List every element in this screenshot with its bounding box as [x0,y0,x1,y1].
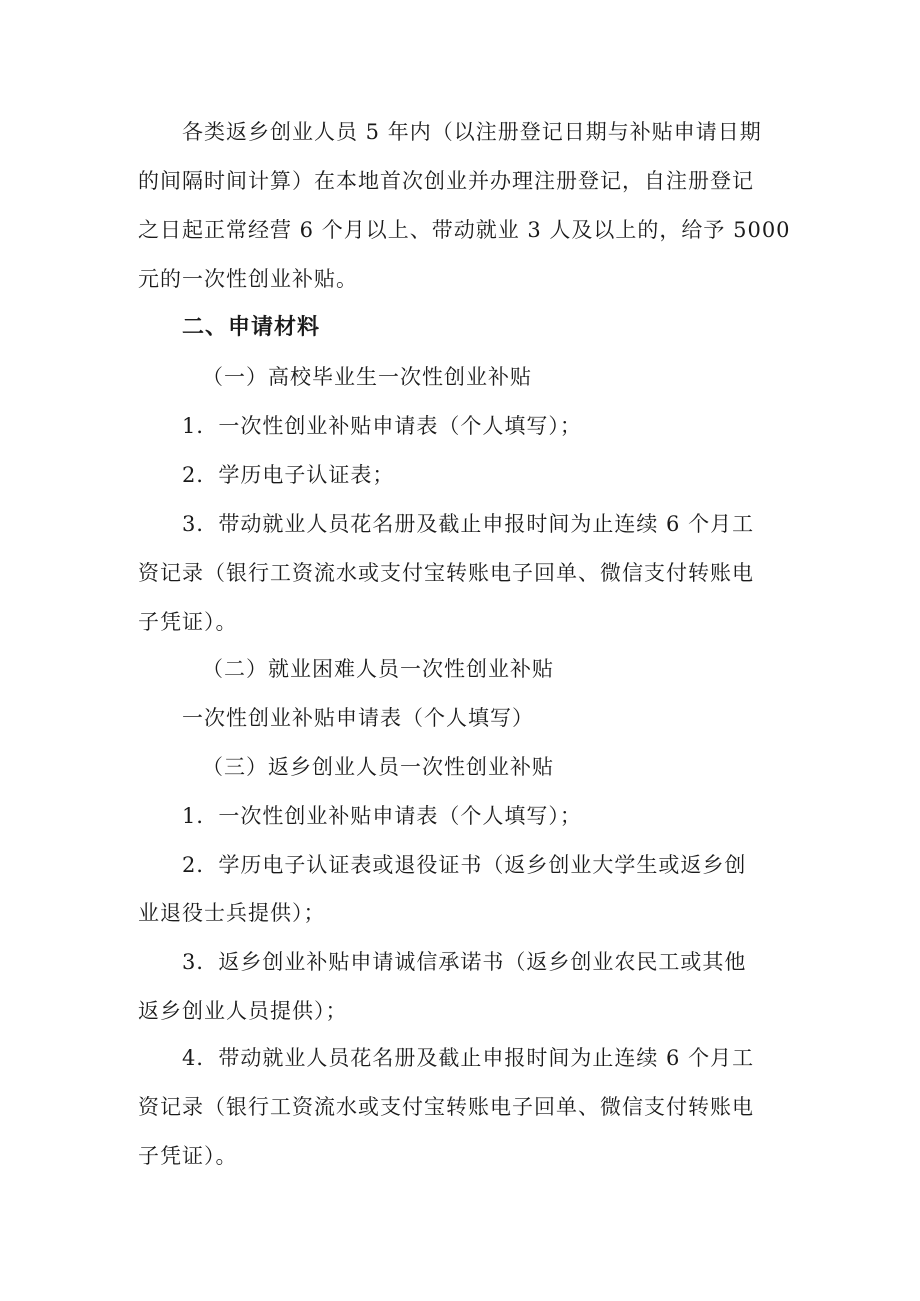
sub3-item-3-line-1: 3．返乡创业补贴申请诚信承诺书（返乡创业农民工或其他 [182,950,747,974]
intro-line-3: 之日起正常经营 6 个月以上、带动就业 3 人及以上的，给予 5000 [138,218,791,242]
sub3-item-4-line-2: 资记录（银行工资流水或支付宝转账电子回单、微信支付转账电 [138,1095,754,1119]
section-heading: 二、申请材料 [182,315,321,340]
sub3-item-3-line-2: 返乡创业人员提供）； [138,999,348,1023]
sub1-item-3-line-1: 3．带动就业人员花名册及截止申报时间为止连续 6 个月工 [182,512,755,536]
sub2-title: （二）就业困难人员一次性创业补贴 [202,657,554,681]
sub3-item-2-line-2: 业退役士兵提供）； [138,901,326,925]
sub1-item-1: 1．一次性创业补贴申请表（个人填写）； [182,414,582,438]
sub3-item-4-line-1: 4．带动就业人员花名册及截止申报时间为止连续 6 个月工 [182,1046,755,1070]
sub1-item-3-line-3: 子凭证）。 [138,610,238,634]
intro-line-2: 的间隔时间计算）在本地首次创业并办理注册登记，自注册登记 [138,169,754,193]
sub3-item-2-line-1: 2．学历电子认证表或退役证书（返乡创业大学生或返乡创 [182,853,747,877]
sub3-item-1: 1．一次性创业补贴申请表（个人填写）； [182,804,582,828]
sub3-item-4-line-3: 子凭证）。 [138,1144,238,1168]
intro-line-1: 各类返乡创业人员 5 年内（以注册登记日期与补贴申请日期 [182,120,762,144]
intro-line-4: 元的一次性创业补贴。 [138,267,358,291]
sub2-item-1: 一次性创业补贴申请表（个人填写） [182,706,534,730]
sub1-item-2: 2．学历电子认证表； [182,463,395,487]
sub1-title: （一）高校毕业生一次性创业补贴 [202,365,532,389]
sub1-item-3-line-2: 资记录（银行工资流水或支付宝转账电子回单、微信支付转账电 [138,561,754,585]
sub3-title: （三）返乡创业人员一次性创业补贴 [202,755,554,779]
